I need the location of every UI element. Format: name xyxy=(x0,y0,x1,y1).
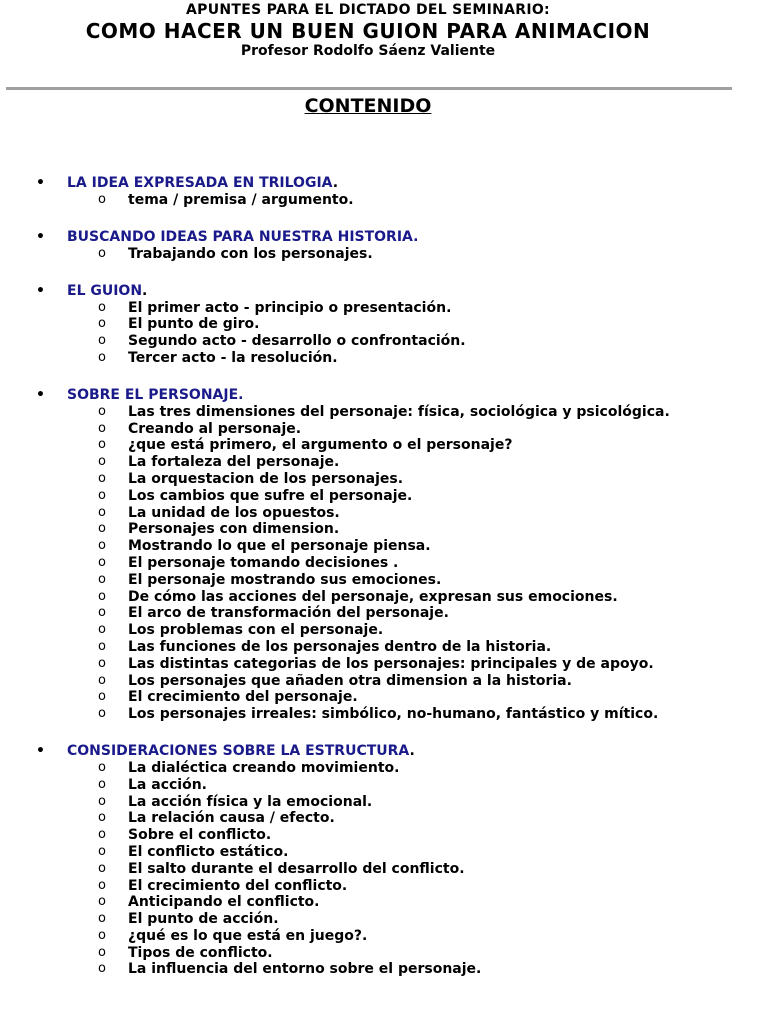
circle-bullet-icon: o xyxy=(98,588,106,604)
list-item-text: El salto durante el desarrollo del conflicto. xyxy=(128,860,465,877)
list-item xyxy=(0,961,768,978)
list-item xyxy=(0,689,768,706)
circle-bullet-icon: o xyxy=(98,245,106,261)
circle-bullet-icon: o xyxy=(98,689,106,705)
heading-period: . xyxy=(142,282,148,299)
section-heading xyxy=(0,229,768,246)
list-item xyxy=(0,538,768,555)
circle-bullet-icon: o xyxy=(98,877,106,893)
list-item-text: La unidad de los opuestos. xyxy=(128,504,340,521)
circle-bullet-icon: o xyxy=(98,538,106,554)
section-heading-text: EL GUION xyxy=(67,282,143,299)
list-item-text: Las distintas categorias de los personajes: principales y de apoyo. xyxy=(128,655,654,672)
list-item xyxy=(0,421,768,438)
circle-bullet-icon: o xyxy=(98,776,106,792)
list-item xyxy=(0,192,768,209)
list-item-text: Los cambios que sufre el personaje. xyxy=(128,487,413,504)
list-item-text: La fortaleza del personaje. xyxy=(128,454,340,471)
list-item xyxy=(0,777,768,794)
bullet-icon: • xyxy=(36,386,45,403)
list-item xyxy=(0,572,768,589)
circle-bullet-icon: o xyxy=(98,299,106,315)
list-item-text: El crecimiento del personaje. xyxy=(128,689,358,706)
circle-bullet-icon: o xyxy=(98,672,106,688)
list-item-text: Sobre el conflicto. xyxy=(128,827,272,844)
circle-bullet-icon: o xyxy=(98,333,106,349)
list-item xyxy=(0,878,768,895)
list-item-text: La influencia del entorno sobre el personaje. xyxy=(128,961,482,978)
circle-bullet-icon: o xyxy=(98,316,106,332)
list-item xyxy=(0,810,768,827)
circle-bullet-icon: o xyxy=(98,454,106,470)
list-item xyxy=(0,471,768,488)
circle-bullet-icon: o xyxy=(98,911,106,927)
circle-bullet-icon: o xyxy=(98,605,106,621)
list-item xyxy=(0,827,768,844)
list-item xyxy=(0,928,768,945)
list-item xyxy=(0,246,768,263)
list-item xyxy=(0,521,768,538)
circle-bullet-icon: o xyxy=(98,706,106,722)
list-item-text: El personaje mostrando sus emociones. xyxy=(128,571,442,588)
circle-bullet-icon: o xyxy=(98,860,106,876)
list-item-text: Las tres dimensiones del personaje: física, sociológica y psicológica. xyxy=(128,403,670,420)
pre-title: APUNTES PARA EL DICTADO DEL SEMINARIO: xyxy=(186,2,550,18)
list-item xyxy=(0,300,768,317)
section-items xyxy=(0,246,768,263)
circle-bullet-icon: o xyxy=(98,487,106,503)
circle-bullet-icon: o xyxy=(98,843,106,859)
list-item-text: El punto de giro. xyxy=(128,316,260,333)
list-item xyxy=(0,404,768,421)
list-item-text: El primer acto - principio o presentación. xyxy=(128,299,452,316)
circle-bullet-icon: o xyxy=(98,638,106,654)
list-item-text: Tercer acto - la resolución. xyxy=(128,349,338,366)
list-item-text: El crecimiento del conflicto. xyxy=(128,877,348,894)
list-item-text: La orquestacion de los personajes. xyxy=(128,470,404,487)
list-item xyxy=(0,861,768,878)
section-heading xyxy=(0,175,768,192)
circle-bullet-icon: o xyxy=(98,927,106,943)
circle-bullet-icon: o xyxy=(98,521,106,537)
toc-section xyxy=(0,175,768,209)
list-item-text: El punto de acción. xyxy=(128,911,279,928)
toc-section xyxy=(0,743,768,978)
list-item-text: El conflicto estático. xyxy=(128,843,289,860)
circle-bullet-icon: o xyxy=(98,827,106,843)
circle-bullet-icon: o xyxy=(98,470,106,486)
circle-bullet-icon: o xyxy=(98,192,106,207)
toc-section xyxy=(0,229,768,263)
section-items xyxy=(0,760,768,978)
section-heading-text: CONSIDERACIONES SOBRE LA ESTRUCTURA xyxy=(67,742,410,759)
document-title: COMO HACER UN BUEN GUION PARA ANIMACION xyxy=(85,19,651,43)
circle-bullet-icon: o xyxy=(98,504,106,520)
list-item-text: El arco de transformación del personaje. xyxy=(128,605,449,622)
circle-bullet-icon: o xyxy=(98,622,106,638)
author-line: Profesor Rodolfo Sáenz Valiente xyxy=(240,43,496,59)
list-item-text: Mostrando lo que el personaje piensa. xyxy=(128,538,431,555)
list-item-text: La dialéctica creando movimiento. xyxy=(128,759,400,776)
circle-bullet-icon: o xyxy=(98,810,106,826)
toc-section xyxy=(0,387,768,723)
list-item xyxy=(0,639,768,656)
list-item xyxy=(0,437,768,454)
circle-bullet-icon: o xyxy=(98,961,106,977)
section-heading-text: LA IDEA EXPRESADA EN TRILOGIA xyxy=(67,175,333,191)
list-item xyxy=(0,706,768,723)
list-item xyxy=(0,760,768,777)
list-item-text: Segundo acto - desarrollo o confrontación. xyxy=(128,333,466,350)
list-item-text: Los personajes irreales: simbólico, no-humano, fantástico y mítico. xyxy=(128,706,659,723)
contents-heading: CONTENIDO xyxy=(304,95,432,117)
section-heading xyxy=(0,283,768,300)
list-item xyxy=(0,844,768,861)
list-item xyxy=(0,505,768,522)
section-heading xyxy=(0,743,768,760)
circle-bullet-icon: o xyxy=(98,793,106,809)
list-item xyxy=(0,622,768,639)
circle-bullet-icon: o xyxy=(98,759,106,775)
circle-bullet-icon: o xyxy=(98,554,106,570)
circle-bullet-icon: o xyxy=(98,655,106,671)
circle-bullet-icon: o xyxy=(98,571,106,587)
heading-period: . xyxy=(332,175,339,191)
list-item xyxy=(0,673,768,690)
bullet-icon: • xyxy=(36,282,45,299)
list-item xyxy=(0,656,768,673)
list-item-text: Los personajes que añaden otra dimension a la historia. xyxy=(128,672,572,689)
list-item xyxy=(0,894,768,911)
list-item-text: ¿qué es lo que está en juego?. xyxy=(128,927,368,944)
list-item-text: Anticipando el conflicto. xyxy=(128,894,320,911)
list-item xyxy=(0,605,768,622)
section-items xyxy=(0,192,768,209)
bullet-icon: • xyxy=(36,228,45,245)
section-items xyxy=(0,300,768,367)
circle-bullet-icon: o xyxy=(98,403,106,419)
bullet-icon: • xyxy=(36,175,45,191)
list-item-text: El personaje tomando decisiones . xyxy=(128,554,399,571)
section-items xyxy=(0,404,768,723)
list-item-text: La acción. xyxy=(128,776,207,793)
list-item-text: Personajes con dimension. xyxy=(128,521,340,538)
bullet-icon: • xyxy=(36,742,45,759)
list-item xyxy=(0,333,768,350)
list-item xyxy=(0,794,768,811)
circle-bullet-icon: o xyxy=(98,894,106,910)
list-item-text: Creando al personaje. xyxy=(128,420,302,437)
list-item xyxy=(0,911,768,928)
list-item xyxy=(0,945,768,962)
list-item xyxy=(0,454,768,471)
list-item xyxy=(0,350,768,367)
list-item xyxy=(0,555,768,572)
heading-period: . xyxy=(409,742,415,759)
list-item-text: ¿que está primero, el argumento o el personaje? xyxy=(128,437,513,454)
list-item-text: tema / premisa / argumento. xyxy=(128,192,354,208)
header-divider xyxy=(6,87,732,90)
list-item-text: Trabajando con los personajes. xyxy=(128,245,373,262)
list-item-text: Tipos de conflicto. xyxy=(128,944,273,961)
circle-bullet-icon: o xyxy=(98,437,106,453)
section-heading xyxy=(0,387,768,404)
circle-bullet-icon: o xyxy=(98,944,106,960)
table-of-contents xyxy=(0,175,768,998)
circle-bullet-icon: o xyxy=(98,349,106,365)
toc-section xyxy=(0,283,768,367)
list-item-text: Los problemas con el personaje. xyxy=(128,622,384,639)
circle-bullet-icon: o xyxy=(98,420,106,436)
list-item-text: La acción física y la emocional. xyxy=(128,793,373,810)
section-heading-text: SOBRE EL PERSONAJE. xyxy=(67,386,244,403)
list-item-text: La relación causa / efecto. xyxy=(128,810,335,827)
list-item xyxy=(0,488,768,505)
list-item-text: Las funciones de los personajes dentro de la historia. xyxy=(128,638,552,655)
list-item-text: De cómo las acciones del personaje, expresan sus emociones. xyxy=(128,588,618,605)
section-heading-text: BUSCANDO IDEAS PARA NUESTRA HISTORIA. xyxy=(67,228,419,245)
list-item xyxy=(0,589,768,606)
list-item xyxy=(0,316,768,333)
